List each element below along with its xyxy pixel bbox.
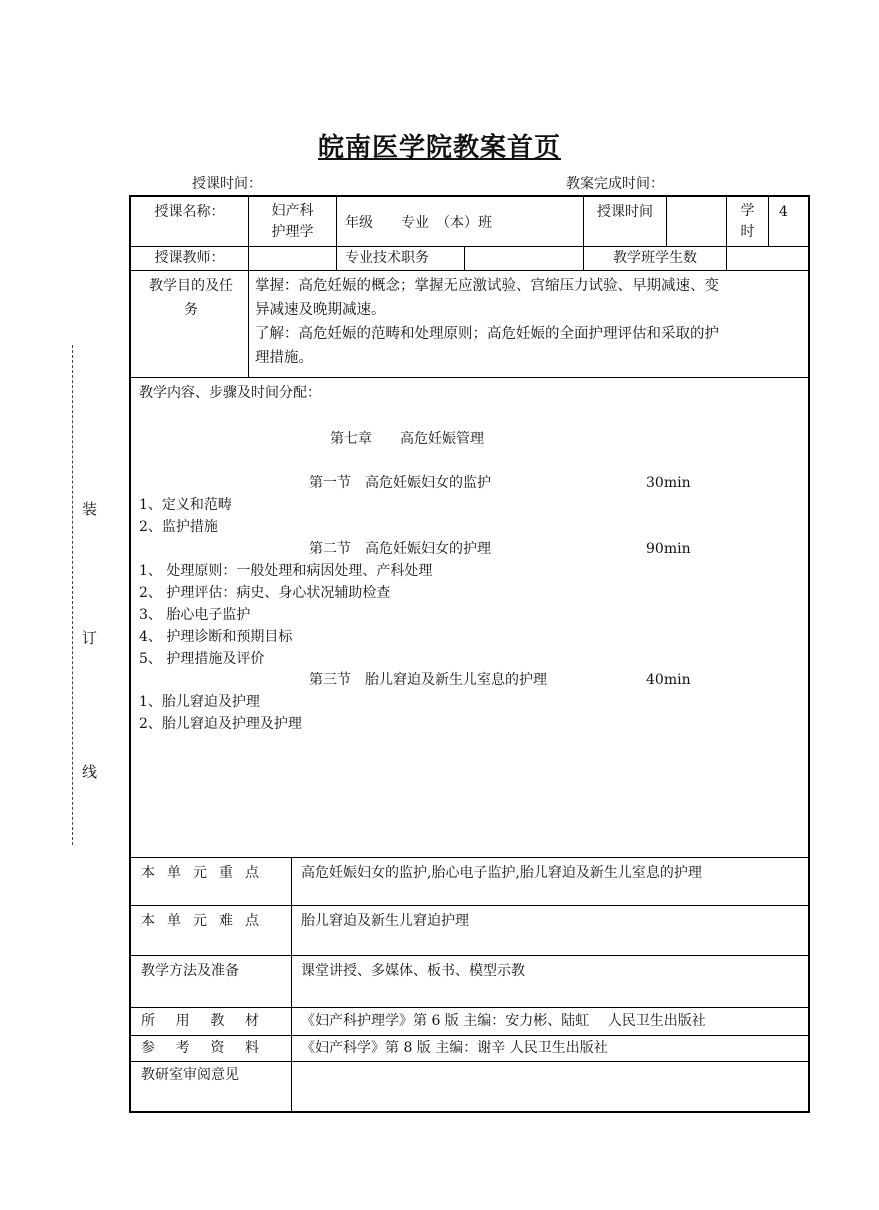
difficult-points-label: 本 单 元 难 点 — [141, 913, 259, 929]
section-2-item: 4、 护理诊断和预期目标 — [139, 629, 293, 645]
lesson-plan-table — [129, 195, 810, 1113]
section-2-item: 3、 胎心电子监护 — [139, 607, 251, 623]
section-2-item: 1、 处理原则：一般处理和病因处理、产科处理 — [139, 563, 433, 579]
class-students-label: 教学班学生数 — [613, 250, 697, 266]
section-2-item: 2、 护理评估：病史、身心状况辅助检查 — [139, 585, 391, 601]
section-1-item: 1、定义和范畴 — [139, 497, 232, 513]
reference-label: 参 考 资 料 — [141, 1040, 259, 1056]
section-3-time: 40min — [646, 672, 691, 688]
objectives-text: 掌握：高危妊娠的概念；掌握无应激试验、宫缩压力试验、早期减速、变 异减速及晚期减速。 了解：高危妊娠的范畴和处理原则；高危妊娠的全面护理评估和采取的护 理措施。 — [255, 278, 719, 366]
key-points-label: 本 单 元 重 点 — [141, 865, 259, 881]
content-heading: 教学内容、步骤及时间分配： — [139, 385, 321, 401]
section-1-title: 第一节 高危妊娠妇女的监护 — [309, 475, 491, 491]
difficult-points-value: 胎儿窘迫及新生儿窘迫护理 — [301, 913, 469, 929]
grade-major-class: 年级 专业 （本）班 — [345, 215, 492, 231]
completion-time-label: 教案完成时间： — [566, 176, 664, 192]
textbook-label: 所 用 教 材 — [141, 1013, 259, 1029]
professional-title-label: 专业技术职务 — [345, 250, 429, 266]
section-3-item: 2、胎儿窘迫及护理及护理 — [139, 716, 302, 732]
key-points-value: 高危妊娠妇女的监护,胎心电子监护,胎儿窘迫及新生儿室息的护理 — [301, 865, 702, 881]
teacher-label: 授课教师： — [154, 250, 225, 266]
chapter-title: 第七章 高危妊娠管理 — [330, 431, 484, 447]
binding-char-3: 线 — [82, 763, 98, 781]
teaching-method-label: 教学方法及准备 — [141, 963, 239, 979]
section-1-item: 2、监护措施 — [139, 519, 218, 535]
objectives-label: 教学目的及任 务 — [149, 278, 233, 318]
reference-value: 《妇产科学》第 8 版 主编：谢辛 人民卫生出版社 — [301, 1040, 608, 1056]
course-name-value: 妇产科 护理学 — [271, 203, 314, 240]
binding-dashed-line — [72, 345, 73, 845]
lecture-hours-label: 授课时间 — [597, 204, 653, 220]
review-opinion-label: 教研室审阅意见 — [141, 1067, 239, 1083]
credit-hours-value: 4 — [779, 204, 788, 220]
section-2-time: 90min — [646, 541, 691, 557]
credit-hours-label: 学 时 — [740, 203, 755, 240]
section-1-time: 30min — [646, 475, 691, 491]
binding-char-1: 装 — [82, 500, 98, 518]
course-name-label: 授课名称： — [154, 204, 225, 220]
binding-char-2: 订 — [82, 629, 98, 647]
page-title: 皖南医学院教案首页 — [317, 133, 561, 163]
teaching-method-value: 课堂讲授、多媒体、板书、模型示教 — [301, 963, 525, 979]
section-3-item: 1、胎儿窘迫及护理 — [139, 694, 260, 710]
textbook-value: 《妇产科护理学》第 6 版 主编：安力彬、陆虹 人民卫生出版社 — [301, 1013, 706, 1029]
section-2-title: 第二节 高危妊娠妇女的护理 — [309, 541, 491, 557]
section-3-title: 第三节 胎儿窘迫及新生儿室息的护理 — [309, 672, 547, 688]
lecture-time-label: 授课时间： — [192, 176, 262, 192]
section-2-item: 5、 护理措施及评价 — [139, 651, 265, 667]
